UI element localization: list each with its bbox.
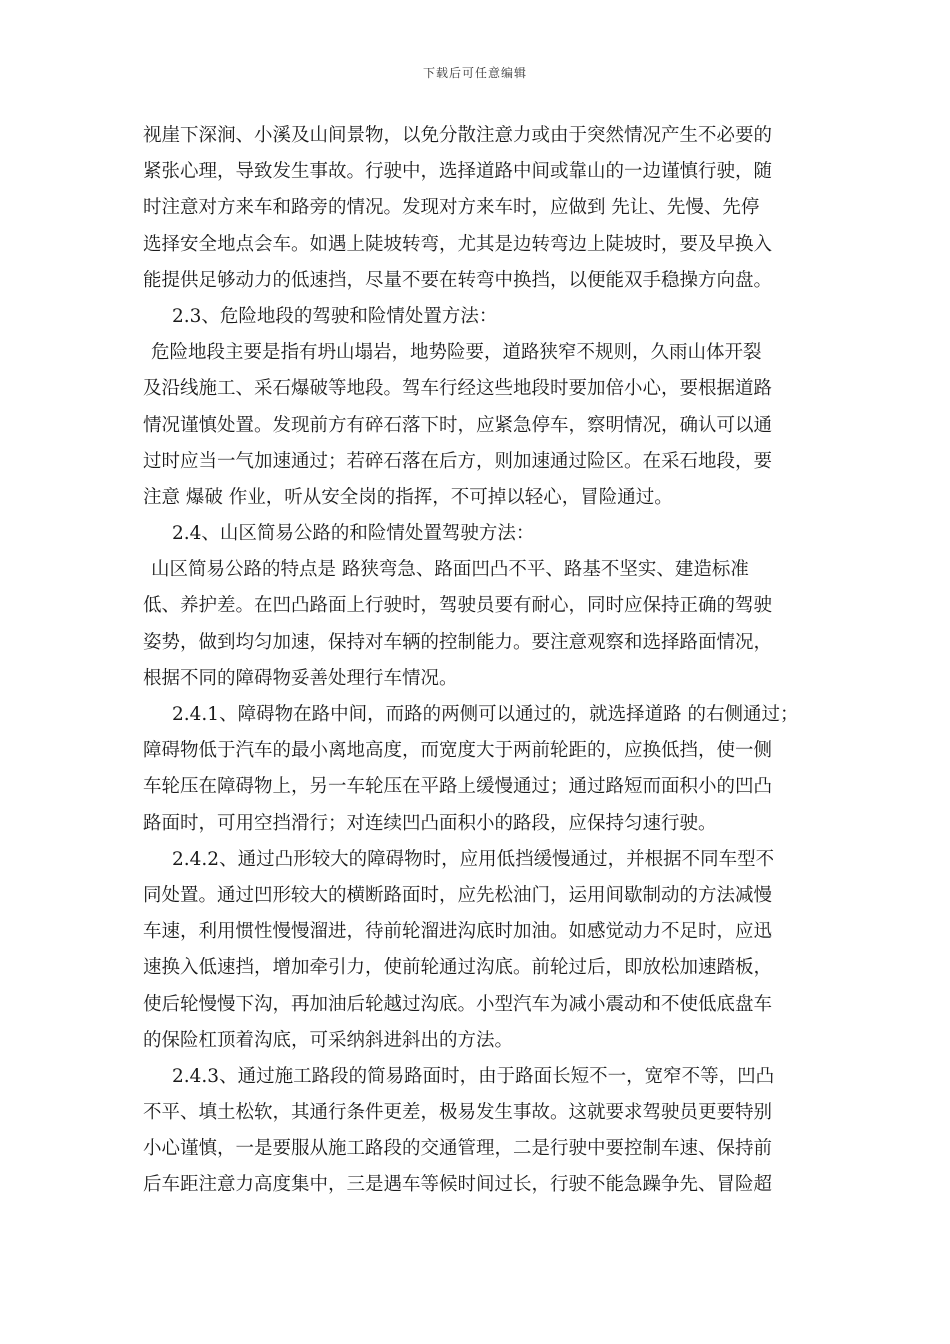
text-line: 注意 爆破 作业，听从安全岗的指挥，不可掉以轻心，冒险通过。	[143, 486, 673, 508]
text-line: 小心谨慎，一是要服从施工路段的交通管理，二是行驶中要控制车速、保持前	[143, 1138, 773, 1160]
section-heading: 2.4、山区简易公路的和险情处置驾驶方法：	[172, 523, 535, 545]
text-line: 障碍物低于汽车的最小离地高度，而宽度大于两前轮距的，应换低挡，使一侧	[143, 740, 773, 762]
text-line: 不平、填土松软，其通行条件更差，极易发生事故。这就要求驾驶员更要特别	[143, 1102, 773, 1124]
text-line: 的保险杠顶着沟底，可采纳斜进斜出的方法。	[143, 1029, 514, 1051]
document-body	[143, 118, 815, 1204]
text-line: 2.4.2、通过凸形较大的障碍物时，应用低挡缓慢通过，并根据不同车型不	[172, 848, 775, 870]
page-header-note: 下载后可任意编辑	[422, 66, 527, 80]
section-heading: 2.3、危险地段的驾驶和险情处置方法：	[172, 305, 498, 327]
text-line: 车速，利用惯性慢慢溜进，待前轮溜进沟底时加油。如感觉动力不足时，应迅	[143, 921, 773, 943]
text-line: 低、养护差。在凹凸路面上行驶时，驾驶员要有耐心，同时应保持正确的驾驶	[143, 595, 773, 617]
text-line: 2.4.3、通过施工路段的简易路面时，由于路面长短不一，宽窄不等，凹凸	[172, 1065, 775, 1087]
text-line: 同处置。通过凹形较大的横断路面时，应先松油门，运用间歇制动的方法减慢	[143, 884, 773, 906]
text-line: 车轮压在障碍物上，另一车轮压在平路上缓慢通过；通过路短而面积小的凹凸	[143, 776, 773, 798]
text-line: 危险地段主要是指有坍山塌岩，地势险要，道路狭窄不规则，久雨山体开裂	[151, 342, 762, 364]
text-line: 路面时，可用空挡滑行；对连续凹凸面积小的路段，应保持匀速行驶。	[143, 812, 717, 834]
text-line: 山区简易公路的特点是 路狭弯急、路面凹凸不平、路基不坚实、建造标准	[151, 559, 749, 581]
text-line: 速换入低速挡，增加牵引力，使前轮通过沟底。前轮过后，即放松加速踏板，	[143, 957, 773, 979]
text-line: 使后轮慢慢下沟，再加油后轮越过沟底。小型汽车为减小震动和不使低底盘车	[143, 993, 773, 1015]
text-line: 选择安全地点会车。如遇上陡坡转弯，尤其是边转弯边上陡坡时，要及早换入	[143, 233, 773, 255]
text-line: 能提供足够动力的低速挡，尽量不要在转弯中换挡，以便能双手稳操方向盘。	[143, 269, 773, 291]
text-line: 时注意对方来车和路旁的情况。发现对方来车时，应做到 先让、先慢、先停	[143, 197, 760, 219]
text-line: 后车距注意力高度集中，三是遇车等候时间过长，行驶不能急躁争先、冒险超	[143, 1174, 773, 1196]
text-line: 视崖下深涧、小溪及山间景物，以免分散注意力或由于突然情况产生不必要的	[143, 125, 773, 146]
text-line: 根据不同的障碍物妥善处理行车情况。	[143, 667, 458, 689]
text-line: 姿势，做到均匀加速，保持对车辆的控制能力。要注意观察和选择路面情况，	[143, 631, 773, 653]
text-line: 2.4.1、障碍物在路中间，而路的两侧可以通过的，就选择道路 的右侧通过；	[172, 704, 799, 725]
text-line: 过时应当一气加速通过；若碎石落在后方，则加速通过险区。在采石地段，要	[143, 450, 773, 472]
text-line: 及沿线施工、采石爆破等地段。驾车行经这些地段时要加倍小心，要根据道路	[143, 378, 773, 400]
text-line: 紧张心理，导致发生事故。行驶中，选择道路中间或靠山的一边谨慎行驶，随	[143, 161, 773, 183]
text-line: 情况谨慎处置。发现前方有碎石落下时，应紧急停车，察明情况，确认可以通	[143, 414, 773, 436]
